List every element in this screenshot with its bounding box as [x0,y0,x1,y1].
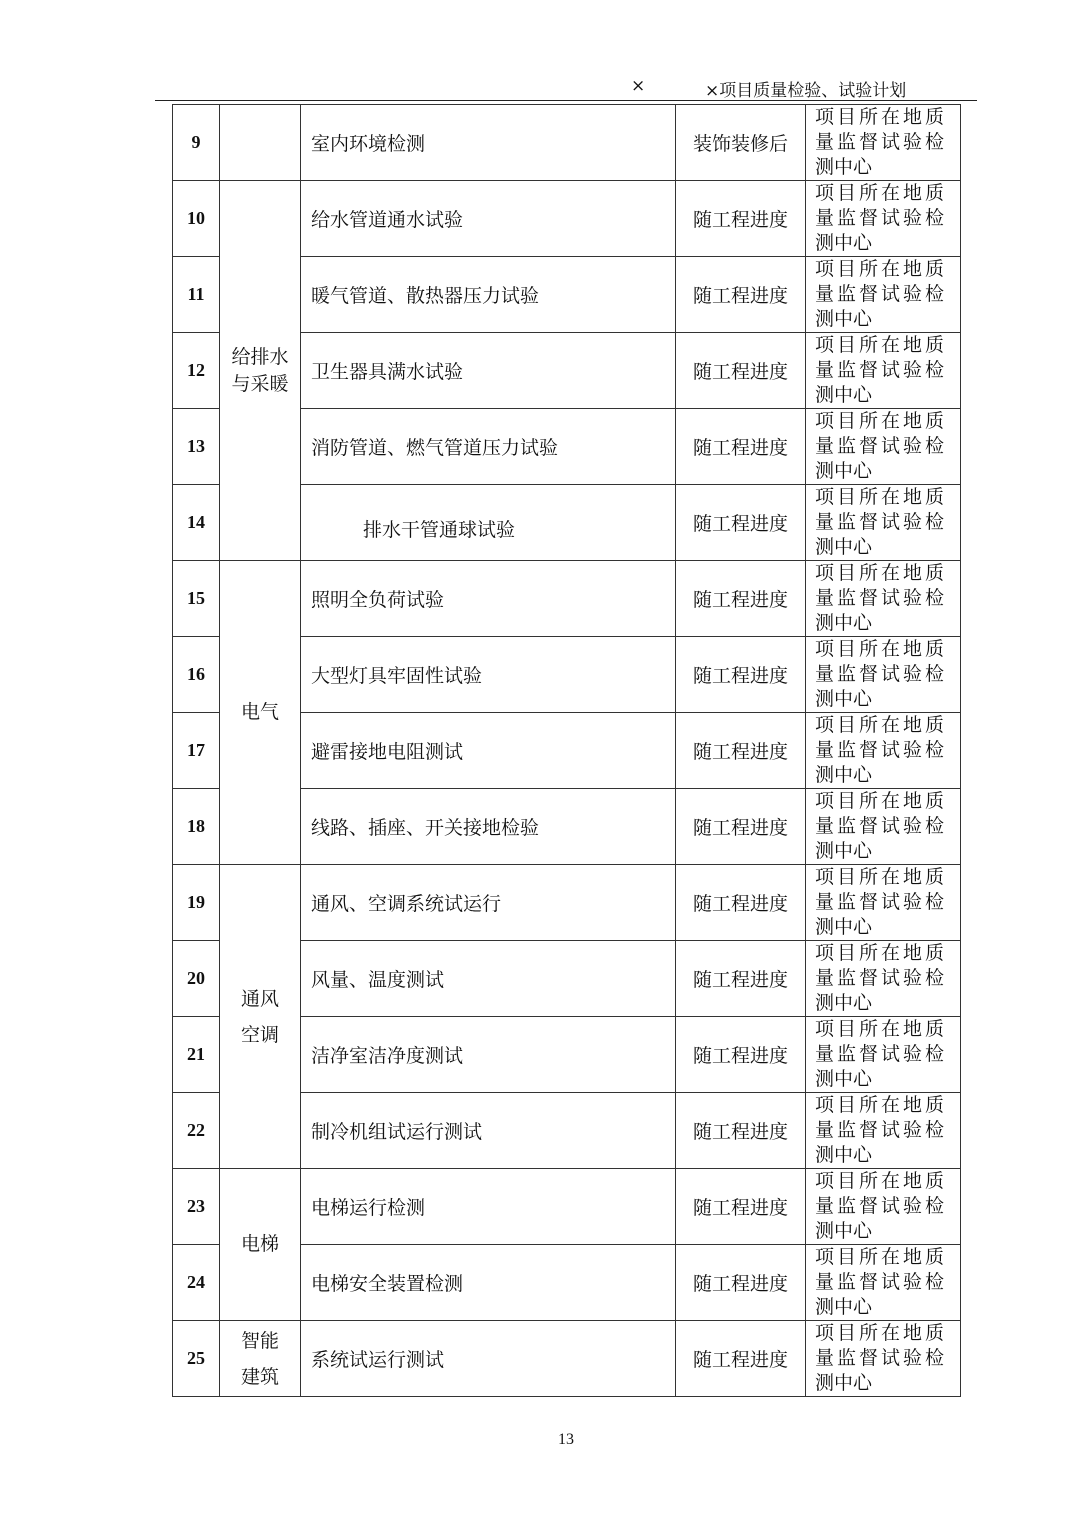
test-item: 避雷接地电阻测试 [301,713,676,789]
row-number: 10 [173,181,220,257]
test-organization [806,789,961,865]
org-line: 量监督试验检 [815,1195,948,1217]
test-organization [806,485,961,561]
test-organization [806,1093,961,1169]
category-cell-hvac [220,865,301,1169]
org-line: 量监督试验检 [815,891,948,913]
test-item: 暖气管道、散热器压力试验 [301,257,676,333]
org-line: 项目所在地质 [815,486,948,508]
org-line: 量监督试验检 [815,739,948,761]
test-organization [806,105,961,181]
header-rule [155,100,977,101]
org-line: 量监督试验检 [815,587,948,609]
table-row [173,561,961,637]
org-line: 量监督试验检 [815,1043,948,1065]
test-organization [806,257,961,333]
table-row [173,181,961,257]
org-line: 量监督试验检 [815,663,948,685]
org-line: 测中心 [815,232,873,254]
test-timing: 随工程进度 [676,561,806,637]
category-line: 与采暖 [231,372,289,395]
org-line: 测中心 [815,688,873,710]
row-number: 11 [173,257,220,333]
test-timing: 随工程进度 [676,485,806,561]
category-cell-smart [220,1321,301,1397]
org-line: 项目所在地质 [815,1018,948,1040]
org-line: 项目所在地质 [815,334,948,356]
row-number: 18 [173,789,220,865]
org-line: 测中心 [815,1144,873,1166]
test-organization [806,181,961,257]
row-number: 9 [173,105,220,181]
test-timing: 随工程进度 [676,789,806,865]
table-row [173,1169,961,1245]
test-organization [806,561,961,637]
test-timing: 随工程进度 [676,257,806,333]
page-number: 13 [558,1431,574,1448]
test-organization [806,1321,961,1397]
header-title: ×项目质量检验、试验计划 [705,81,907,101]
row-number: 21 [173,1017,220,1093]
page-header [0,76,1080,100]
row-number: 15 [173,561,220,637]
category-line: 智能 [240,1329,279,1352]
test-organization [806,941,961,1017]
org-line: 项目所在地质 [815,1170,948,1192]
table-row [173,865,961,941]
org-line: 量监督试验检 [815,815,948,837]
row-number: 16 [173,637,220,713]
test-organization [806,637,961,713]
org-line: 量监督试验检 [815,207,948,229]
test-item: 洁净室洁净度测试 [301,1017,676,1093]
org-line: 项目所在地质 [815,562,948,584]
org-line: 项目所在地质 [815,714,948,736]
test-timing: 装饰装修后 [676,105,806,181]
category-line: 空调 [240,1023,279,1046]
org-line: 测中心 [815,1220,873,1242]
category-line: 电梯 [240,1233,279,1255]
org-line: 量监督试验检 [815,1119,948,1141]
org-line: 项目所在地质 [815,1322,948,1344]
org-line: 测中心 [815,384,873,406]
test-timing: 随工程进度 [676,1321,806,1397]
org-line: 项目所在地质 [815,790,948,812]
org-line: 测中心 [815,156,873,178]
org-line: 测中心 [815,1372,873,1394]
org-line: 测中心 [815,1068,873,1090]
org-line: 项目所在地质 [815,106,948,128]
row-number: 20 [173,941,220,1017]
org-line: 测中心 [815,460,873,482]
test-item: 卫生器具满水试验 [301,333,676,409]
test-timing: 随工程进度 [676,1093,806,1169]
test-timing: 随工程进度 [676,941,806,1017]
inspection-plan-table [172,104,961,1397]
org-line: 量监督试验检 [815,131,948,153]
org-line: 量监督试验检 [815,435,948,457]
test-timing: 随工程进度 [676,713,806,789]
org-line: 测中心 [815,1296,873,1318]
category-line: 通风 [240,987,279,1010]
org-line: 项目所在地质 [815,1246,948,1268]
test-item: 室内环境检测 [301,105,676,181]
org-line: 量监督试验检 [815,511,948,533]
org-line: 量监督试验检 [815,1347,948,1369]
org-line: 项目所在地质 [815,1094,948,1116]
test-item: 消防管道、燃气管道压力试验 [301,409,676,485]
org-line: 测中心 [815,992,873,1014]
row-number: 12 [173,333,220,409]
test-timing: 随工程进度 [676,865,806,941]
test-timing: 随工程进度 [676,1169,806,1245]
test-item: 排水干管通球试验 [301,485,676,561]
org-line: 量监督试验检 [815,967,948,989]
test-timing: 随工程进度 [676,1245,806,1321]
org-line: 测中心 [815,840,873,862]
row-number: 13 [173,409,220,485]
test-organization [806,1017,961,1093]
test-organization [806,713,961,789]
org-line: 量监督试验检 [815,283,948,305]
test-item: 照明全负荷试验 [301,561,676,637]
row-number: 17 [173,713,220,789]
test-organization [806,865,961,941]
category-line: 给排水 [231,345,289,368]
test-item: 风量、温度测试 [301,941,676,1017]
org-line: 项目所在地质 [815,258,948,280]
header-mark: × [631,76,646,96]
row-number: 19 [173,865,220,941]
test-timing: 随工程进度 [676,333,806,409]
category-cell-water [220,181,301,561]
table-row [173,105,961,181]
test-timing: 随工程进度 [676,409,806,485]
org-line: 测中心 [815,916,873,938]
test-organization [806,1245,961,1321]
row-number: 22 [173,1093,220,1169]
org-line: 测中心 [815,536,873,558]
category-cell [220,105,301,181]
test-item: 制冷机组试运行测试 [301,1093,676,1169]
test-item: 通风、空调系统试运行 [301,865,676,941]
category-cell-electric [220,561,301,865]
org-line: 项目所在地质 [815,182,948,204]
test-timing: 随工程进度 [676,181,806,257]
test-item: 线路、插座、开关接地检验 [301,789,676,865]
test-timing: 随工程进度 [676,637,806,713]
test-organization [806,333,961,409]
org-line: 项目所在地质 [815,638,948,660]
test-organization [806,1169,961,1245]
test-item: 系统试运行测试 [301,1321,676,1397]
table-row [173,1321,961,1397]
test-item: 大型灯具牢固性试验 [301,637,676,713]
test-item: 电梯安全装置检测 [301,1245,676,1321]
row-number: 24 [173,1245,220,1321]
org-line: 项目所在地质 [815,866,948,888]
test-organization [806,409,961,485]
org-line: 量监督试验检 [815,1271,948,1293]
row-number: 14 [173,485,220,561]
test-timing: 随工程进度 [676,1017,806,1093]
org-line: 测中心 [815,764,873,786]
row-number: 25 [173,1321,220,1397]
test-item: 电梯运行检测 [301,1169,676,1245]
test-item: 给水管道通水试验 [301,181,676,257]
org-line: 测中心 [815,308,873,330]
org-line: 项目所在地质 [815,942,948,964]
org-line: 量监督试验检 [815,359,948,381]
row-number: 23 [173,1169,220,1245]
org-line: 测中心 [815,612,873,634]
category-line: 电气 [240,701,279,723]
org-line: 项目所在地质 [815,410,948,432]
category-line: 建筑 [240,1365,279,1388]
category-cell-elevator [220,1169,301,1321]
